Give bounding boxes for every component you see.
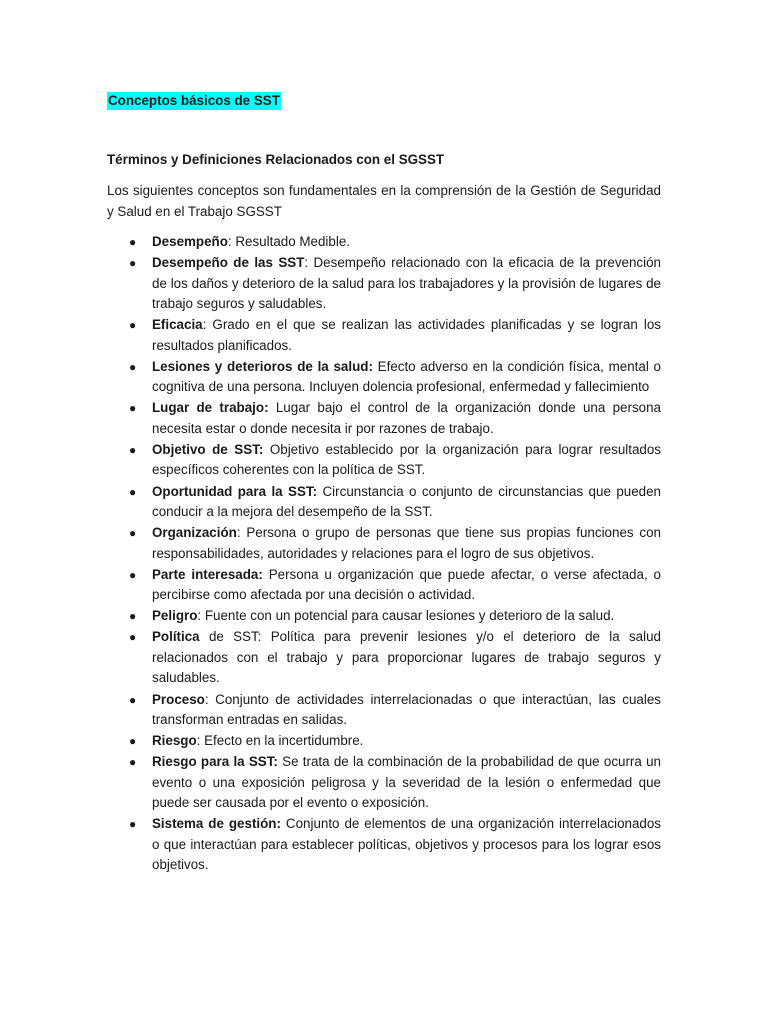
- definition-text: Se trata de la combinación de la probabilidad de que ocurra un evento o una exposición peligrosa y la severidad de la lesión o enfermedad que puede ser causada por el evento o exposición.: [152, 754, 661, 811]
- definition-term: Sistema de gestión:: [152, 816, 281, 832]
- definition-text: Persona u organización que puede afectar, o verse afectada, o percibirse como afectada por una decisión o actividad.: [152, 566, 661, 603]
- definition-separator: :: [236, 525, 247, 541]
- definition-term: Riesgo: [152, 733, 197, 749]
- bullet-icon: ●: [129, 484, 137, 499]
- definition-item: [107, 606, 661, 627]
- definitions-list: [107, 232, 661, 876]
- bullet-icon: ●: [129, 256, 137, 271]
- bullet-icon: ●: [129, 318, 137, 333]
- definition-text: de SST: Política para prevenir lesiones y/o el deterioro de la salud relacionados con el trabajo y para proporcionar lugares de trabajo seguros y saludables.: [152, 629, 661, 686]
- document-title: Conceptos básicos de SST: [108, 93, 280, 108]
- definition-text: Efecto adverso en la condición física, mental o cognitiva de una persona. Incluyen dolencia profesional, enfermedad y fallecimiento: [152, 358, 661, 395]
- definition-item: [107, 690, 661, 731]
- definition-text: Grado en el que se realizan las actividades planificadas y se logran los resultados planificados.: [152, 317, 661, 353]
- definition-text: Resultado Medible.: [235, 234, 350, 249]
- definition-text: Circunstancia o conjunto de circunstancias que pueden conducir a la mejora del desempeño de la SST.: [152, 483, 662, 520]
- definition-term: Parte interesada:: [152, 566, 263, 582]
- bullet-icon: ●: [129, 359, 137, 374]
- bullet-icon: ●: [129, 567, 137, 582]
- definition-separator: :: [202, 317, 213, 333]
- definition-term: Eficacia: [152, 317, 203, 333]
- definition-text: Lugar bajo el control de la organización donde una persona necesita estar o donde necesita ir por razones de trabajo.: [152, 400, 661, 436]
- definition-item: [107, 752, 661, 814]
- definition-term: Desempeño: [152, 234, 228, 249]
- definition-text: Desempeño relacionado con la eficacia de la prevención de los daños y deterioro de la salud para los trabajadores y la provisión de lugares de trabajo seguros y saludables.: [152, 255, 661, 312]
- definition-item: [107, 357, 661, 398]
- bullet-icon: ●: [129, 630, 137, 645]
- definition-term: Organización: [152, 525, 237, 541]
- definition-term: Desempeño de las SST: [152, 255, 305, 271]
- definition-separator: [200, 629, 209, 644]
- definition-term: Proceso: [152, 691, 205, 707]
- definition-separator: :: [204, 691, 216, 707]
- definition-term: Lesiones y deterioros de la salud:: [152, 358, 373, 374]
- bullet-icon: ●: [129, 442, 137, 457]
- bullet-icon: ●: [129, 817, 137, 832]
- definition-term: Objetivo de SST:: [152, 441, 264, 457]
- bullet-icon: ●: [129, 235, 137, 249]
- definition-item: [107, 565, 661, 606]
- definition-text: Fuente con un potencial para causar lesiones y deterioro de la salud.: [204, 608, 615, 624]
- definition-separator: [269, 400, 276, 415]
- definition-text: Conjunto de actividades interrelacionadas o que interactúan, las cuales transforman entradas en salidas.: [152, 691, 661, 728]
- definition-text: Persona o grupo de personas que tiene sus propias funciones con responsabilidades, autoridades y relaciones para el logro de sus objetivos.: [152, 525, 661, 561]
- definition-item: [107, 253, 661, 315]
- definition-item: [107, 482, 661, 523]
- definition-term: Peligro: [152, 608, 198, 624]
- bullet-icon: ●: [129, 401, 137, 416]
- definition-separator: :: [227, 234, 236, 249]
- definition-text: Objetivo establecido por la organización para lograr resultados específicos coherentes con la política de SST.: [152, 441, 661, 478]
- definition-item: [107, 232, 661, 253]
- definition-text: Conjunto de elementos de una organización interrelacionados o que interactúan para establecer políticas, objetivos y procesos para los lograr esos objetivos.: [152, 816, 661, 873]
- definition-text: Efecto en la incertidumbre.: [204, 733, 364, 749]
- definition-item: [107, 814, 661, 876]
- definition-item: [107, 627, 661, 689]
- definition-separator: :: [304, 255, 314, 271]
- bullet-icon: ●: [129, 609, 137, 624]
- bullet-icon: ●: [129, 692, 137, 707]
- definition-item: [107, 731, 661, 752]
- bullet-icon: ●: [129, 526, 137, 541]
- definition-term: Oportunidad para la SST:: [152, 483, 318, 499]
- intro-paragraph: Los siguientes conceptos son fundamentales en la comprensión de la Gestión de Seguridad y Salud en el Trabajo SGSST: [107, 183, 661, 219]
- definition-term: Política: [152, 629, 200, 645]
- definition-term: Lugar de trabajo:: [152, 400, 269, 416]
- definition-item: [107, 523, 661, 564]
- section-heading: Términos y Definiciones Relacionados con el SGSST: [107, 152, 445, 167]
- bullet-icon: ●: [129, 755, 137, 770]
- definition-separator: :: [196, 733, 205, 749]
- definition-term: Riesgo para la SST:: [152, 754, 278, 770]
- bullet-icon: ●: [129, 734, 137, 749]
- definition-item: [107, 315, 661, 356]
- definition-item: [107, 398, 661, 439]
- definition-item: [107, 440, 661, 481]
- definition-separator: :: [197, 608, 205, 624]
